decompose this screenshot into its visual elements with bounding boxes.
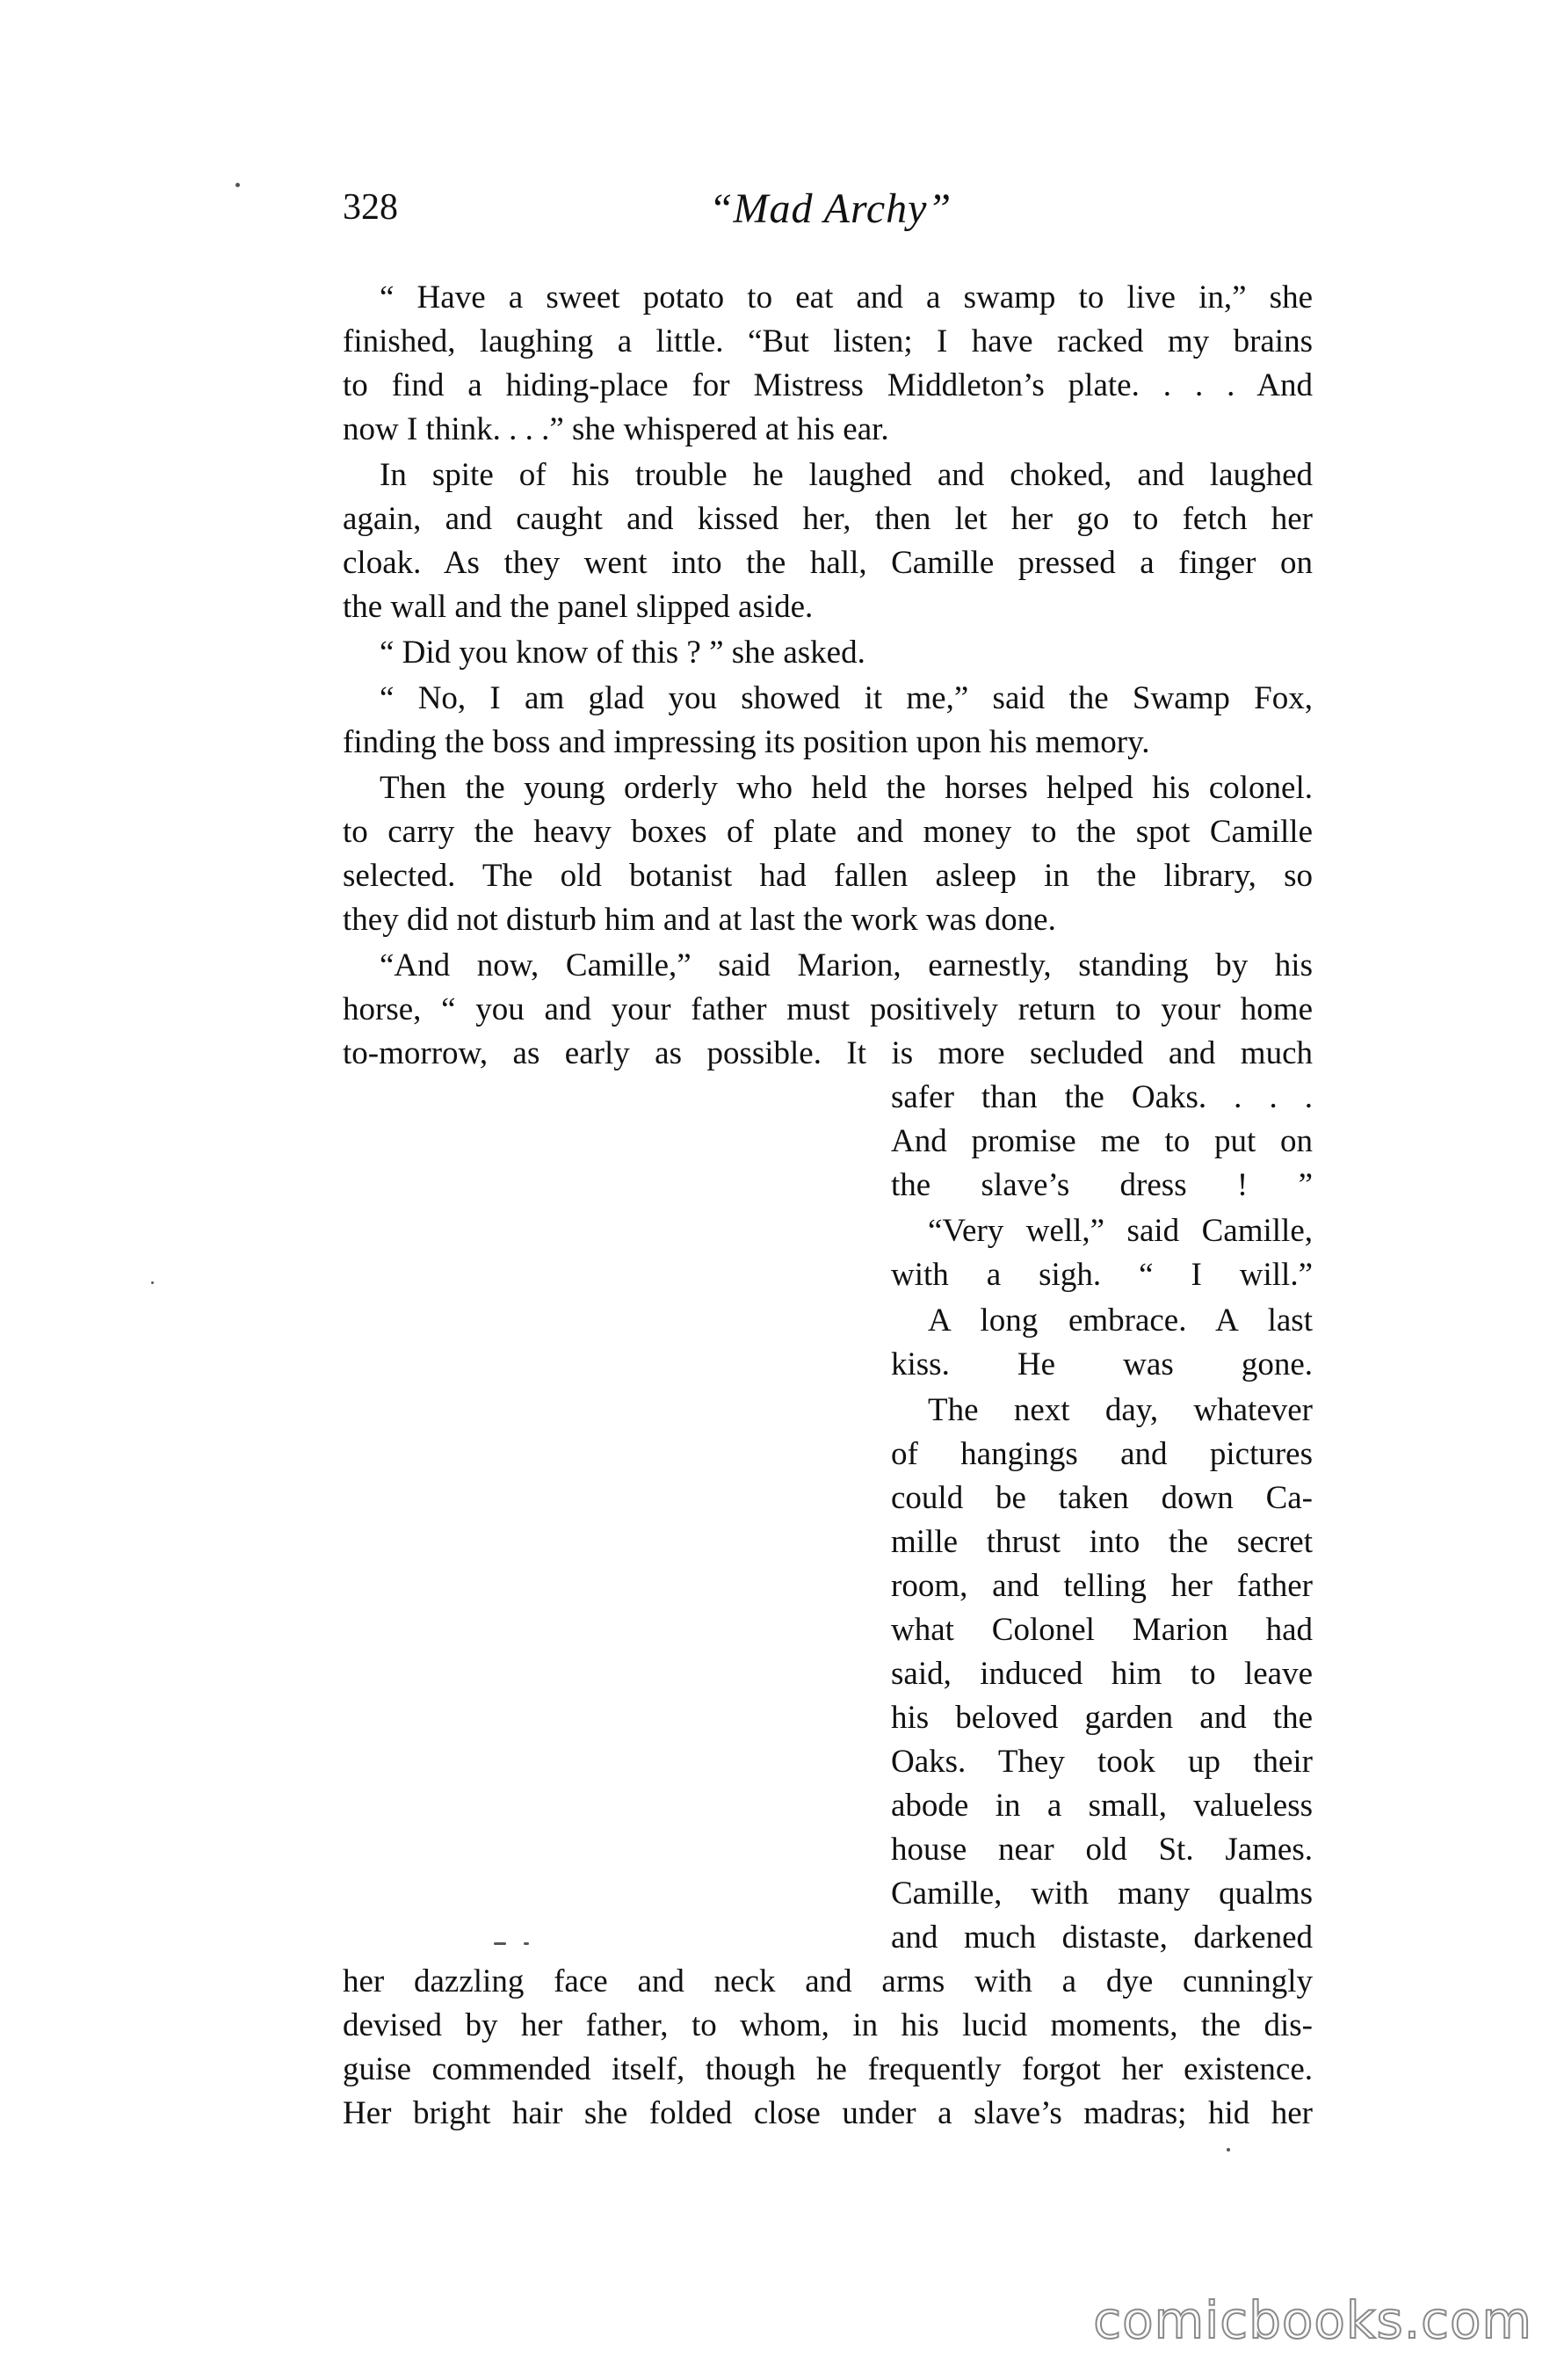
text-line: what Colonel Marion had xyxy=(891,1612,1313,1648)
text-line: with a sigh. “ I will.” xyxy=(891,1257,1313,1293)
text-line: mille thrust into the secret xyxy=(891,1524,1313,1560)
page-header xyxy=(343,186,1318,248)
text-line: And promise me to put on xyxy=(891,1123,1313,1159)
text-line: selected. The old botanist had fallen asleep in the library, so xyxy=(343,858,1313,894)
watermark: comicbooks.com xyxy=(1093,2290,1532,2350)
text-line: of hangings and pictures xyxy=(891,1436,1313,1472)
running-title: “Mad Archy” xyxy=(708,185,952,232)
text-line: guise commended itself, though he frequently forgot her existence. xyxy=(343,2051,1313,2087)
scan-speck xyxy=(494,1942,506,1945)
text-line: they did not disturb him and at last the work was done. xyxy=(343,902,1056,938)
scan-speck xyxy=(524,1942,529,1945)
text-line: In spite of his trouble he laughed and choked, and laughed xyxy=(380,457,1313,493)
text-line: “And now, Camille,” said Marion, earnestly, standing by his xyxy=(380,947,1313,983)
scan-speck xyxy=(151,1281,154,1284)
text-line: Then the young orderly who held the horses helped his colonel. xyxy=(380,770,1313,806)
text-line: “ No, I am glad you showed it me,” said the Swamp Fox, xyxy=(380,680,1313,716)
text-line: to carry the heavy boxes of plate and money to the spot Camille xyxy=(343,814,1313,850)
text-line: A long embrace. A last xyxy=(928,1302,1313,1339)
text-line: Oaks. They took up their xyxy=(891,1744,1313,1780)
text-line: safer than the Oaks. . . . xyxy=(891,1079,1313,1115)
text-line: room, and telling her father xyxy=(891,1568,1313,1604)
text-line: again, and caught and kissed her, then let her go to fetch her xyxy=(343,501,1313,537)
text-line: to find a hiding-place for Mistress Middleton’s plate. . . . And xyxy=(343,367,1313,403)
text-line: the wall and the panel slipped aside. xyxy=(343,589,814,625)
text-line: Camille, with many qualms xyxy=(891,1876,1313,1912)
text-line: kiss. He was gone. xyxy=(891,1346,1313,1382)
text-line: her dazzling face and neck and arms with a dye cunningly xyxy=(343,1963,1313,1999)
text-line: “Very well,” said Camille, xyxy=(928,1213,1313,1249)
text-line: “ Have a sweet potato to eat and a swamp to live in,” she xyxy=(380,279,1313,316)
text-line: cloak. As they went into the hall, Camille pressed a finger on xyxy=(343,545,1313,581)
scan-speck xyxy=(235,183,240,187)
text-line: and much distaste, darkened xyxy=(891,1919,1313,1956)
text-line: house near old St. James. xyxy=(891,1832,1313,1868)
text-line: “ Did you know of this ? ” she asked. xyxy=(380,635,865,671)
text-line: abode in a small, valueless xyxy=(891,1788,1313,1824)
text-line: the slave’s dress ! ” xyxy=(891,1167,1313,1203)
text-line: now I think. . . .” she whispered at his ear. xyxy=(343,411,889,447)
text-line: his beloved garden and the xyxy=(891,1700,1313,1736)
text-line: said, induced him to leave xyxy=(891,1656,1313,1692)
page-number: 328 xyxy=(343,187,398,228)
text-line: could be taken down Ca- xyxy=(891,1480,1313,1516)
text-line: finished, laughing a little. “But listen; I have racked my brains xyxy=(343,323,1313,359)
text-line: finding the boss and impressing its position upon his memory. xyxy=(343,724,1150,760)
text-line: devised by her father, to whom, in his lucid moments, the dis- xyxy=(343,2007,1313,2043)
text-line: Her bright hair she folded close under a slave’s madras; hid her xyxy=(343,2095,1313,2131)
text-line: to-morrow, as early as possible. It is more secluded and much xyxy=(343,1035,1313,1071)
scan-speck xyxy=(1227,2148,1230,2151)
text-line: horse, “ you and your father must positively return to your home xyxy=(343,991,1313,1027)
text-line: The next day, whatever xyxy=(928,1392,1313,1428)
